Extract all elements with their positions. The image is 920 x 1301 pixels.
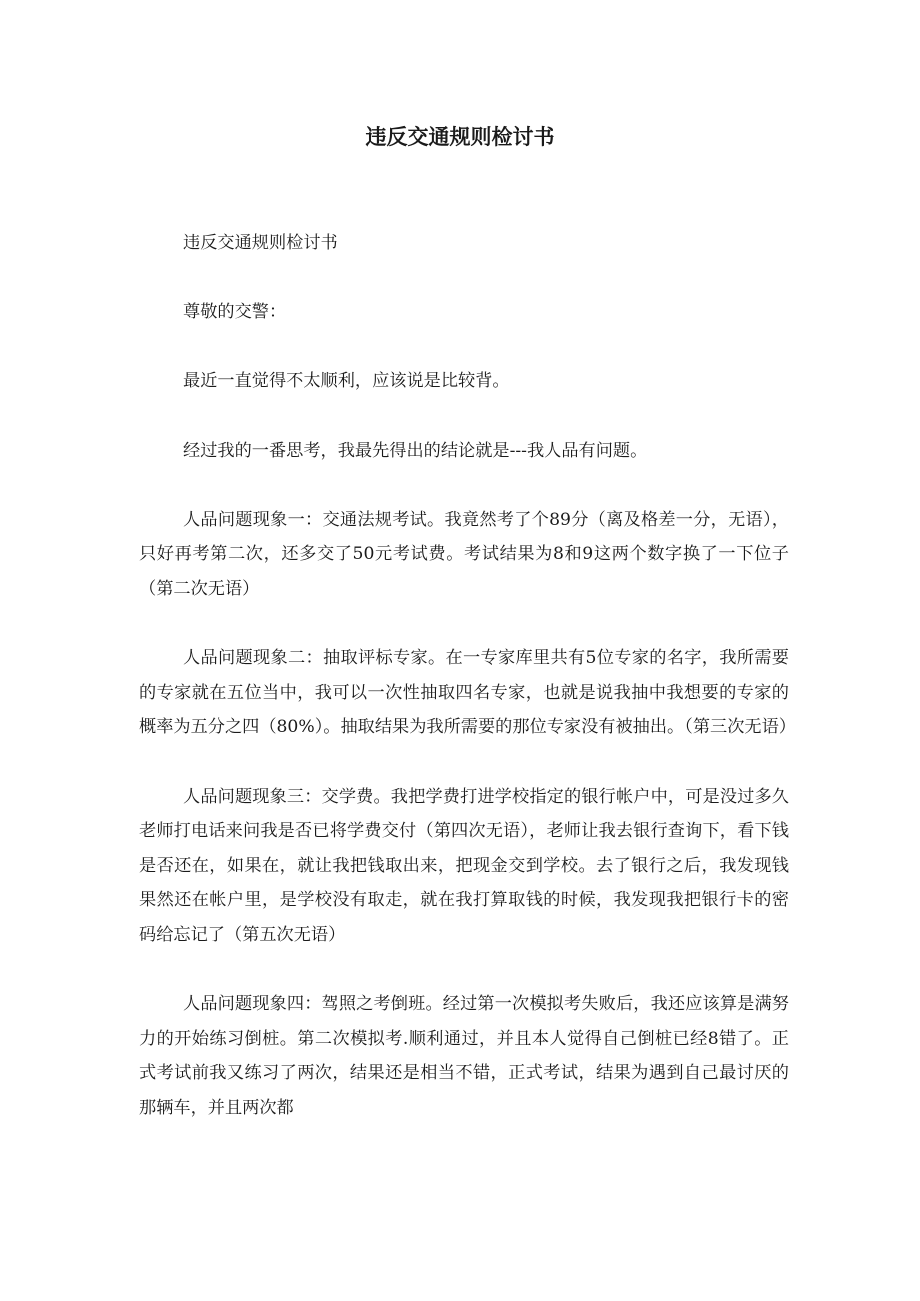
- paragraph-conclusion: 经过我的一番思考，我最先得出的结论就是---我人品有问题。: [183, 440, 648, 461]
- document-body: [139, 226, 796, 1160]
- document-title: 违反交通规则检讨书: [365, 125, 555, 149]
- paragraph-salutation: 尊敬的交警：: [183, 302, 287, 323]
- paragraph-phenomenon-3: 人品问题现象三：交学费。我把学费打进学校指定的银行帐户中，可是没过多久老师打电话来问我是否已将学费交付（第四次无语），老师让我去银行查询下，看下钱是否还在，如果在，就让我把钱取出来，把现金交到学校。去了银行之后，我发现钱果然还在帐户里，是学校没有取走，就在我打算取钱的时候，我发现我把银行卡的密码给忘记了（第五次无语）: [139, 786, 789, 945]
- paragraph-intro: 最近一直觉得不太顺利，应该说是比较背。: [183, 371, 510, 392]
- paragraph-phenomenon-2: 人品问题现象二：抽取评标专家。在一专家库里共有5位专家的名字，我所需要的专家就在五位当中，我可以一次性抽取四名专家，也就是说我抽中我想要的专家的概率为五分之四（80%）。抽取结果为我所需要的那位专家没有被抽出。（第三次无语）: [139, 648, 796, 738]
- paragraph-phenomenon-1: 人品问题现象一：交通法规考试。我竟然考了个89分（离及格差一分，无语），只好再考第二次，还多交了50元考试费。考试结果为8和9这两个数字换了一下位子（第二次无语）: [139, 509, 789, 599]
- paragraph-phenomenon-4: 人品问题现象四：驾照之考倒班。经过第一次模拟考失败后，我还应该算是满努力的开始练习倒桩。第二次模拟考.顺利通过，并且本人觉得自己倒桩已经8错了。正式考试前我又练习了两次，结果还是相当不错，正式考试，结果为遇到自己最讨厌的那辆车，并且两次都: [139, 994, 789, 1118]
- paragraph-heading: 违反交通规则检讨书: [183, 233, 338, 253]
